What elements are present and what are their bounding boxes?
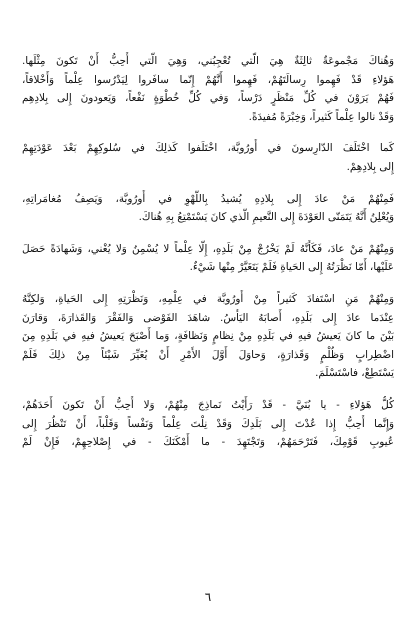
text-line: فَمِنْهُمْ مَنْ عادَ إِلى بِلادِهِ يُشيدُ بِاللَّهْوِ في أُورُوبَّة، وَيَصِفُ مُغامَراتِهِ، [22, 192, 394, 205]
text-line: اضْطِرابٍ وَظُلْمٍ وَقَذارَةٍ، وَحاوَلَ أَوَّلَ الأَمْرِ أَنْ يُغَيِّرَ شَيْئاً مِنْ ذلِكَ فَلَمْ [22, 348, 394, 361]
text-line: فَهُمْ يَرَوْنَ في كُلِّ مَنْظَرٍ دَرْساً، وَفي كُلِّ خُطْوَةٍ نَفْعاً، وَيَعودونَ إِلى بِلادِهِم [22, 92, 394, 105]
text-line: عِنْدَما عادَ إِلى بَلَدِهِ، أَصابَهُ اليَأْسُ. شاهَدَ الفَوْضى وَالفَقْرَ وَالقَذارَةَ، وَقارَنَ [22, 311, 394, 324]
text-line: وَقَدْ نالوا عِلْماً كَثيراً، وَخِبْرَةً مُفيدَةً. [248, 110, 394, 123]
paragraph-5 [22, 290, 394, 383]
text-line: هَؤلاءِ قَدْ فَهِموا رِسالَتَهُمْ، فَهِموا أَنَّهُمْ إِنّما سافَروا لِيَدْرُسوا عِلْماً وَأَخْلاقاً، [22, 73, 394, 86]
text-line: وَمِنْهُمْ مَنِ اسْتَفادَ كَثيراً مِنْ أُورُوبَّة في عِلْمِهِ، وَنَظْرَتِهِ إِلى الحَياةِ، وَلكِنَّهُ [22, 292, 394, 305]
text-line: وَمِنْهُمْ مَنْ عادَ، فَكَأَنَّهُ لَمْ يَخْرُجْ مِنْ بَلَدِهِ، إِلّا عِلْماً لا يُسْمِنُ وَلا يُغْني، وَشَهادَةً حَصَلَ [22, 242, 394, 255]
text-line: وَيُعْلِنُ أَنَّهُ يَتَمَنّى العَوْدَةَ إِلى النَّعيمِ الَّذي كانَ يَسْتَمْتِعُ بِهِ هُناكَ. [138, 211, 394, 224]
paragraph-1 [22, 52, 394, 126]
text-line: وَهُناكَ مَجْموعَةٌ ثالِثَةٌ هِيَ الّتي تُعْجِبُني، وَهِيَ الّتي أُحِبُّ أَنْ تَكونَ مِثْلَها. [22, 55, 394, 67]
document-page [22, 52, 394, 465]
text-line: عَلَيْها، أَمّا نَظْرَتُهُ إِلى الحَياةِ فَلَمْ يَتَغَيَّرْ مِنْها شَيْءٌ. [189, 261, 394, 274]
page-number: ٦ [204, 590, 212, 604]
paragraph-3 [22, 190, 394, 227]
paragraph-2 [22, 139, 394, 176]
text-line: كَما اخْتَلَفَ الدّارِسونَ في أُورُوبَّة، اخْتَلَفوا كَذلِكَ في سُلوكِهِمْ بَعْدَ عَوْدَتِهِمْ [22, 142, 394, 155]
text-line: بَيْنَ ما كانَ يَعيشُ فيهِ في بَلَدِهِ مِنْ نِظامٍ وَنَظافَةٍ، وَما أَصْبَحَ يَعيشُ فيهِ في بَلَدِهِ مِنَ [22, 330, 394, 343]
text-line: عُيوبِ قَوْمِكَ، فَتَرْحَمَهُمْ، وَتَجْتَهِدَ - ما أَمْكَنَكَ - في إِصْلاحِهِمْ، فَإِنْ لَمْ [22, 436, 394, 449]
text-line: كُلُّ هَؤلاءِ - يا بُنَيَّ - قَدْ رَأَيْتُ نَماذِجَ مِنْهُمْ، وَلا أُحِبُّ أَنْ تَكونَ أَحَدَهُمْ، [22, 398, 394, 411]
paragraph-6 [22, 396, 394, 452]
text-line: وَإِنَّما أُحِبُّ إِذا عُدْتَ إِلى بَلَدِكَ وَقَدْ نِلْتَ عِلْماً وَنَفْساً وَقَلْباً، أَنْ تَنْظُرَ إِلى [22, 417, 394, 430]
text-line: يَسْتَطِعْ، فاسْتَسْلَمَ. [315, 367, 394, 380]
paragraph-4 [22, 240, 394, 277]
text-line: إِلى بِلادِهِمْ. [346, 160, 394, 173]
